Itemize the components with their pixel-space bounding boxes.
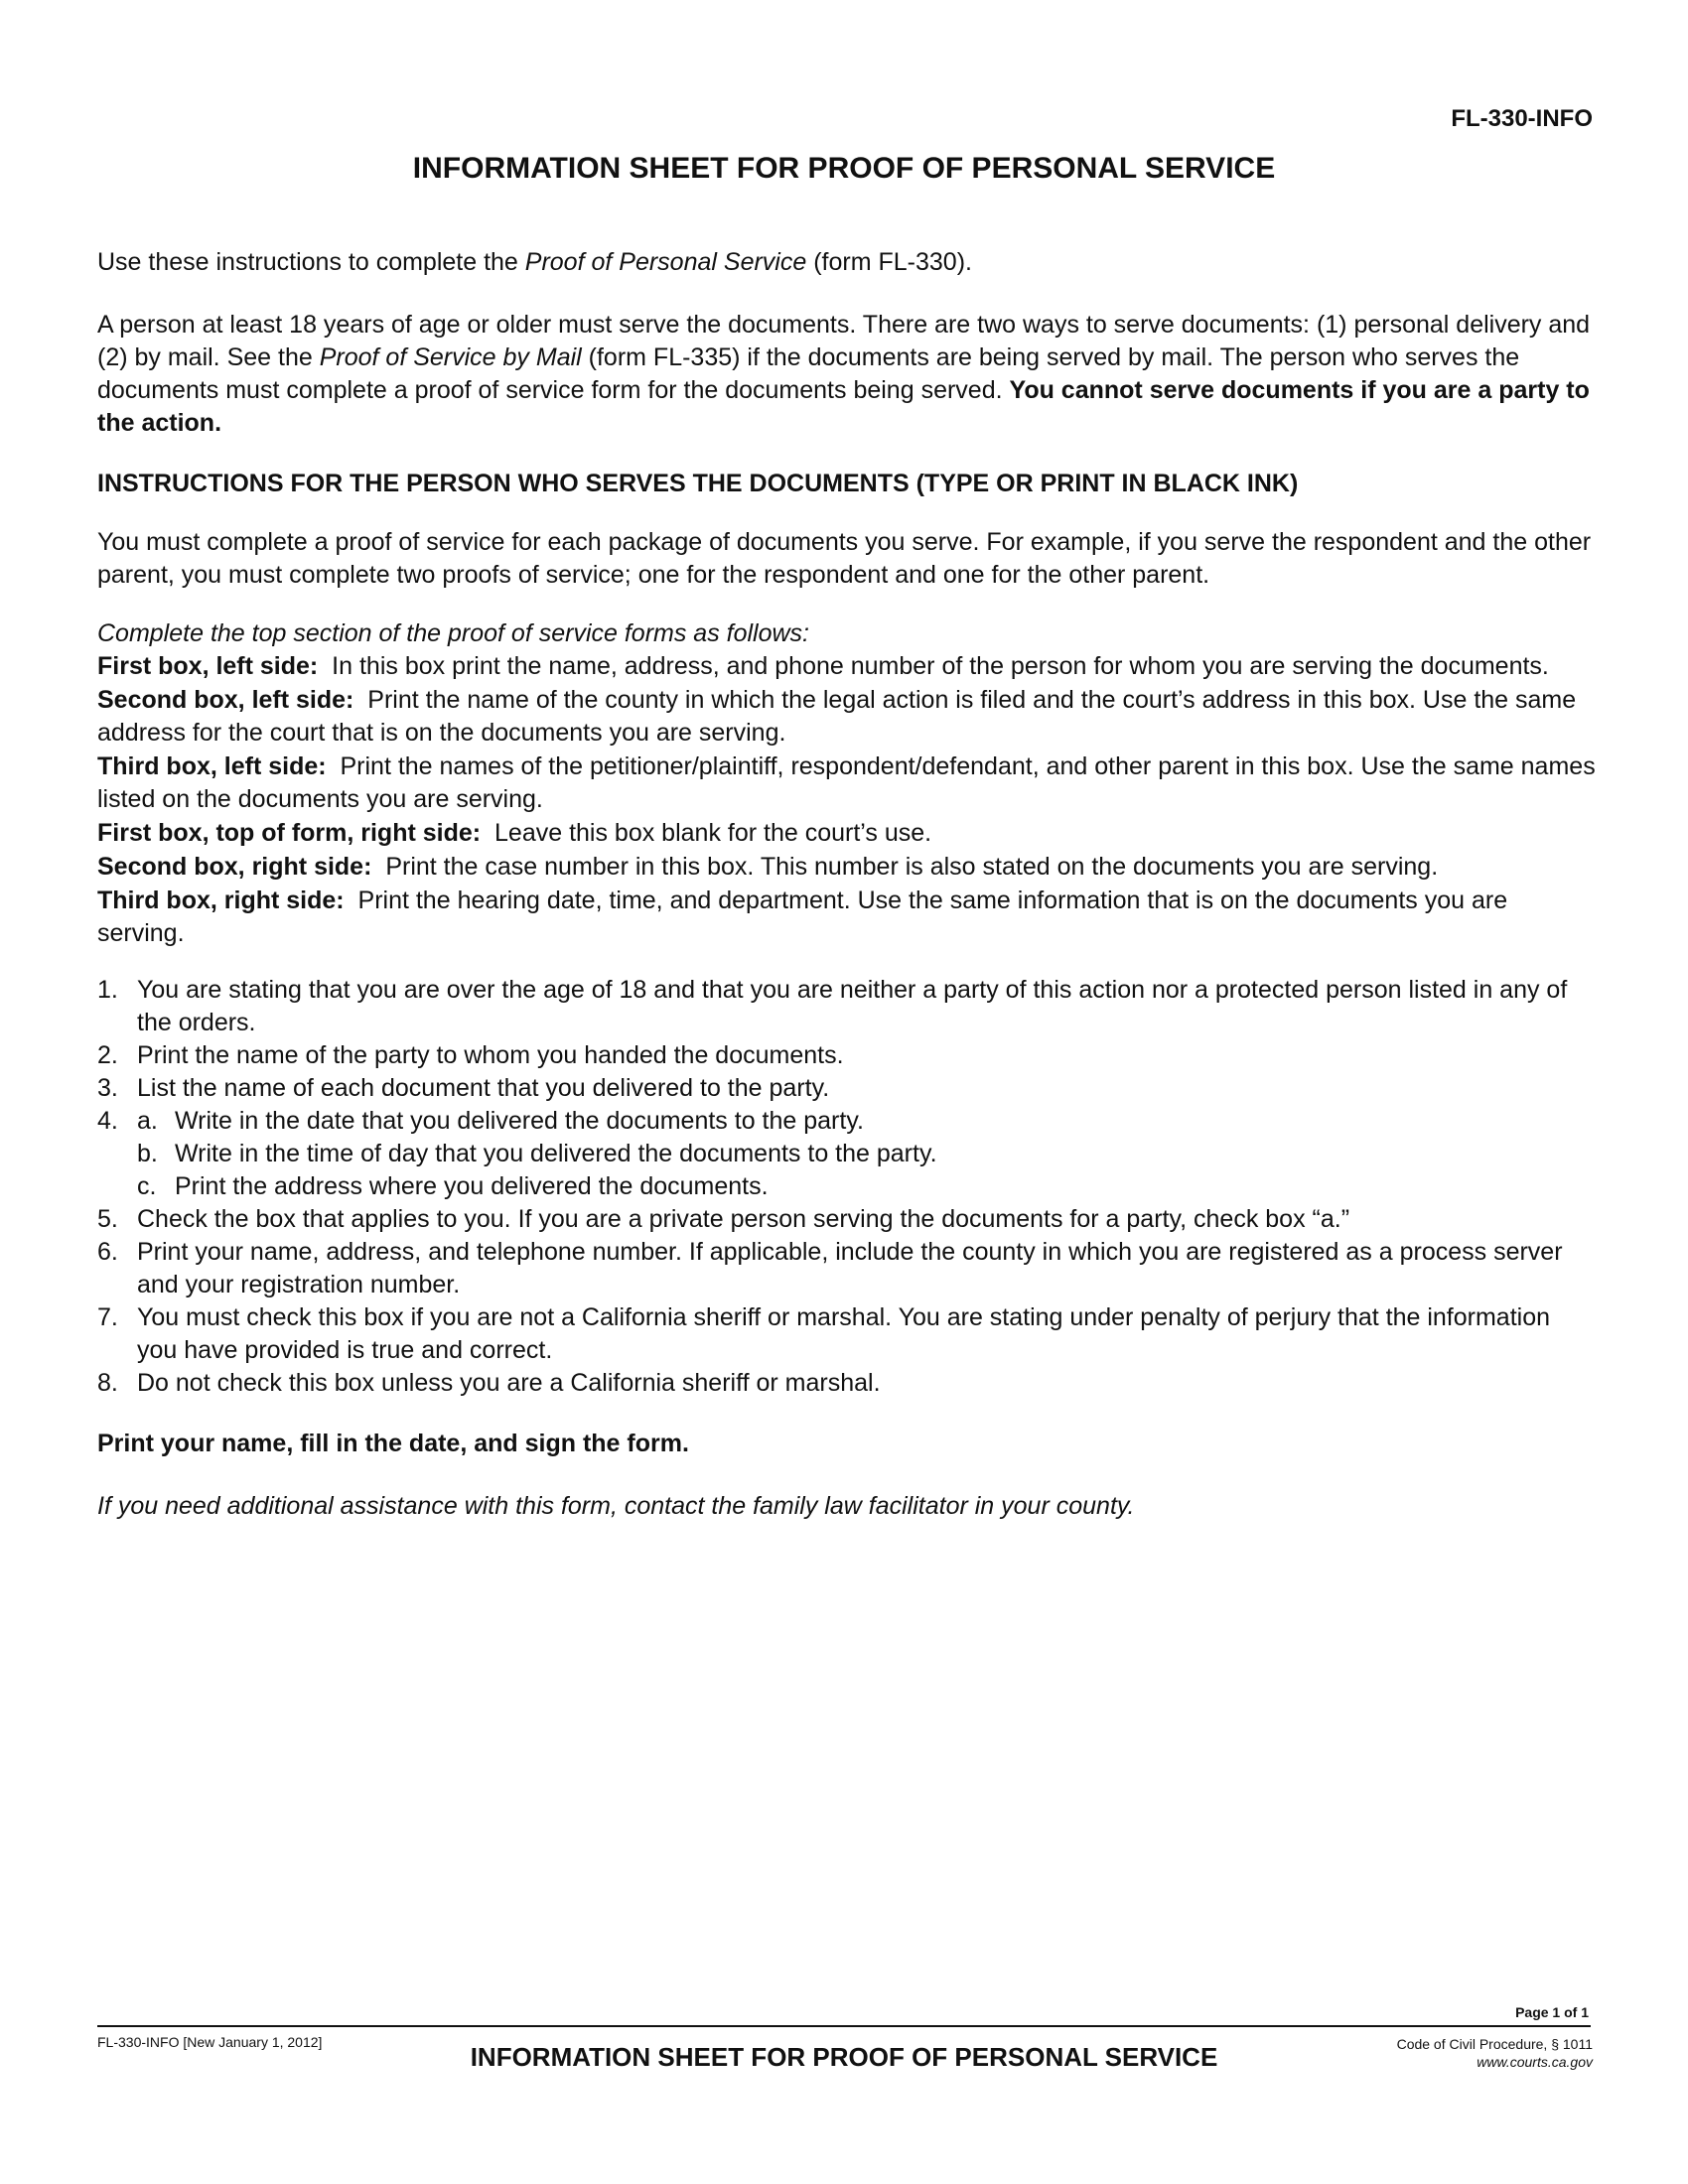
sub-item — [137, 1105, 937, 1138]
box-text: Print the case number in this box. This number is also stated on the documents you are serving. — [385, 853, 1439, 881]
box-label: First box, top of form, right side: — [97, 819, 482, 847]
sub-item-letter: c. — [137, 1172, 157, 1200]
party-warning: You cannot serve documents if you are a party to the action. — [97, 376, 1590, 437]
list-item — [97, 974, 1597, 1039]
footer-title: INFORMATION SHEET FOR PROOF OF PERSONAL SERVICE — [470, 2042, 1218, 2072]
box-text: Print the hearing date, time, and department. Use the same information that is on the documents you are serving. — [97, 887, 1508, 947]
intro-text: Use these instructions to complete the — [97, 248, 525, 276]
code-citation: Code of Civil Procedure, § 1011 — [1396, 2036, 1593, 2052]
service-methods-text-2: (form FL-335) if the documents are being served by mail. The person who serves the documents must complete a proof of service form for the documents being served. — [97, 343, 1520, 404]
sub-item — [137, 1170, 937, 1203]
list-item — [97, 1039, 1597, 1072]
item-text: List the name of each document that you delivered to the party. — [137, 1074, 830, 1102]
sub-item-text: Print the address where you delivered the documents. — [175, 1172, 769, 1200]
box-instruction — [97, 684, 1597, 750]
item-text: Check the box that applies to you. If you are a private person serving the documents for a party, check box “a.” — [137, 1205, 1350, 1233]
item-text: Print the name of the party to whom you handed the documents. — [137, 1041, 844, 1069]
box-instructions — [97, 650, 1597, 950]
box-label: Second box, right side: — [97, 853, 372, 881]
service-by-mail-form-name: Proof of Service by Mail — [319, 343, 582, 371]
list-item — [97, 1301, 1597, 1367]
page-number: Page 1 of 1 — [1515, 2004, 1589, 2020]
sub-item-text: Write in the date that you delivered the documents to the party. — [175, 1107, 864, 1135]
service-methods-paragraph — [97, 309, 1597, 440]
intro-text-end: (form FL-330). — [806, 248, 972, 276]
form-revision: FL-330-INFO [New January 1, 2012] — [97, 2034, 323, 2050]
closing-instruction: Print your name, fill in the date, and sign the form. — [97, 1430, 689, 1457]
footer-citation — [1397, 2035, 1593, 2071]
item-text: Do not check this box unless you are a California sheriff or marshal. — [137, 1369, 881, 1397]
item-number: 2. — [97, 1041, 118, 1069]
list-item — [97, 1203, 1597, 1236]
item-number: 5. — [97, 1205, 118, 1233]
item-number: 4. — [97, 1107, 118, 1135]
top-section-intro: Complete the top section of the proof of service forms as follows: — [97, 619, 810, 647]
package-paragraph: You must complete a proof of service for each package of documents you serve. For example, if you serve the respondent and the other parent, you must complete two proofs of service; one for the respondent and one for the other parent. — [97, 528, 1592, 589]
service-methods-text: A person at least 18 years of age or older must serve the documents. There are two ways to serve documents: (1) personal delivery and (2) by mail. See the — [97, 311, 1591, 371]
intro-paragraph — [97, 246, 1597, 279]
list-item — [97, 1072, 1597, 1105]
item-number: 6. — [97, 1238, 118, 1266]
box-text: Leave this box blank for the court’s use. — [494, 819, 932, 847]
website-link[interactable]: www.courts.ca.gov — [1477, 2054, 1593, 2070]
numbered-instructions — [97, 974, 1597, 1400]
box-text: Print the names of the petitioner/plaintiff, respondent/defendant, and other parent in this box. Use the same names listed on the documents you are serving. — [97, 752, 1596, 813]
box-instruction — [97, 885, 1597, 950]
box-label: Third box, left side: — [97, 752, 327, 780]
item-text: You must check this box if you are not a California sheriff or marshal. You are stating under penalty of perjury that the information you have provided is true and correct. — [137, 1303, 1551, 1364]
footer-divider — [97, 2025, 1591, 2027]
item-number: 7. — [97, 1303, 118, 1331]
box-instruction — [97, 851, 1597, 884]
box-text: In this box print the name, address, and phone number of the person for whom you are serving the documents. — [332, 652, 1549, 680]
item-text: Print your name, address, and telephone number. If applicable, include the county in which you are registered as a process server and your registration number. — [137, 1238, 1563, 1298]
instructions-heading: INSTRUCTIONS FOR THE PERSON WHO SERVES THE DOCUMENTS (TYPE OR PRINT IN BLACK INK) — [97, 470, 1299, 497]
list-item — [97, 1367, 1597, 1400]
box-label: Second box, left side: — [97, 686, 354, 714]
box-instruction — [97, 817, 1597, 850]
box-label: First box, left side: — [97, 652, 319, 680]
sub-item — [137, 1138, 937, 1170]
item-number: 1. — [97, 976, 118, 1004]
sub-item-letter: b. — [137, 1140, 158, 1167]
sub-item-letter: a. — [137, 1107, 158, 1135]
assistance-note: If you need additional assistance with this form, contact the family law facilitator in your county. — [97, 1492, 1135, 1520]
box-instruction — [97, 751, 1597, 816]
document-body — [97, 246, 1597, 1523]
item-text: You are stating that you are over the age of 18 and that you are neither a party of this action nor a protected person listed in any of the orders. — [137, 976, 1568, 1036]
page-title: INFORMATION SHEET FOR PROOF OF PERSONAL SERVICE — [412, 152, 1276, 185]
box-text: Print the name of the county in which the legal action is filed and the court’s address in this box. Use the same address for the court that is on the documents you are serving. — [97, 686, 1577, 747]
list-item — [97, 1105, 1597, 1203]
list-item — [97, 1236, 1597, 1301]
sub-items — [137, 1105, 937, 1203]
sub-item-text: Write in the time of day that you delivered the documents to the party. — [175, 1140, 937, 1167]
item-number: 3. — [97, 1074, 118, 1102]
item-number: 8. — [97, 1369, 118, 1397]
form-id: FL-330-INFO — [1451, 105, 1593, 132]
box-instruction — [97, 650, 1597, 683]
box-label: Third box, right side: — [97, 887, 345, 914]
intro-form-name: Proof of Personal Service — [524, 248, 807, 276]
